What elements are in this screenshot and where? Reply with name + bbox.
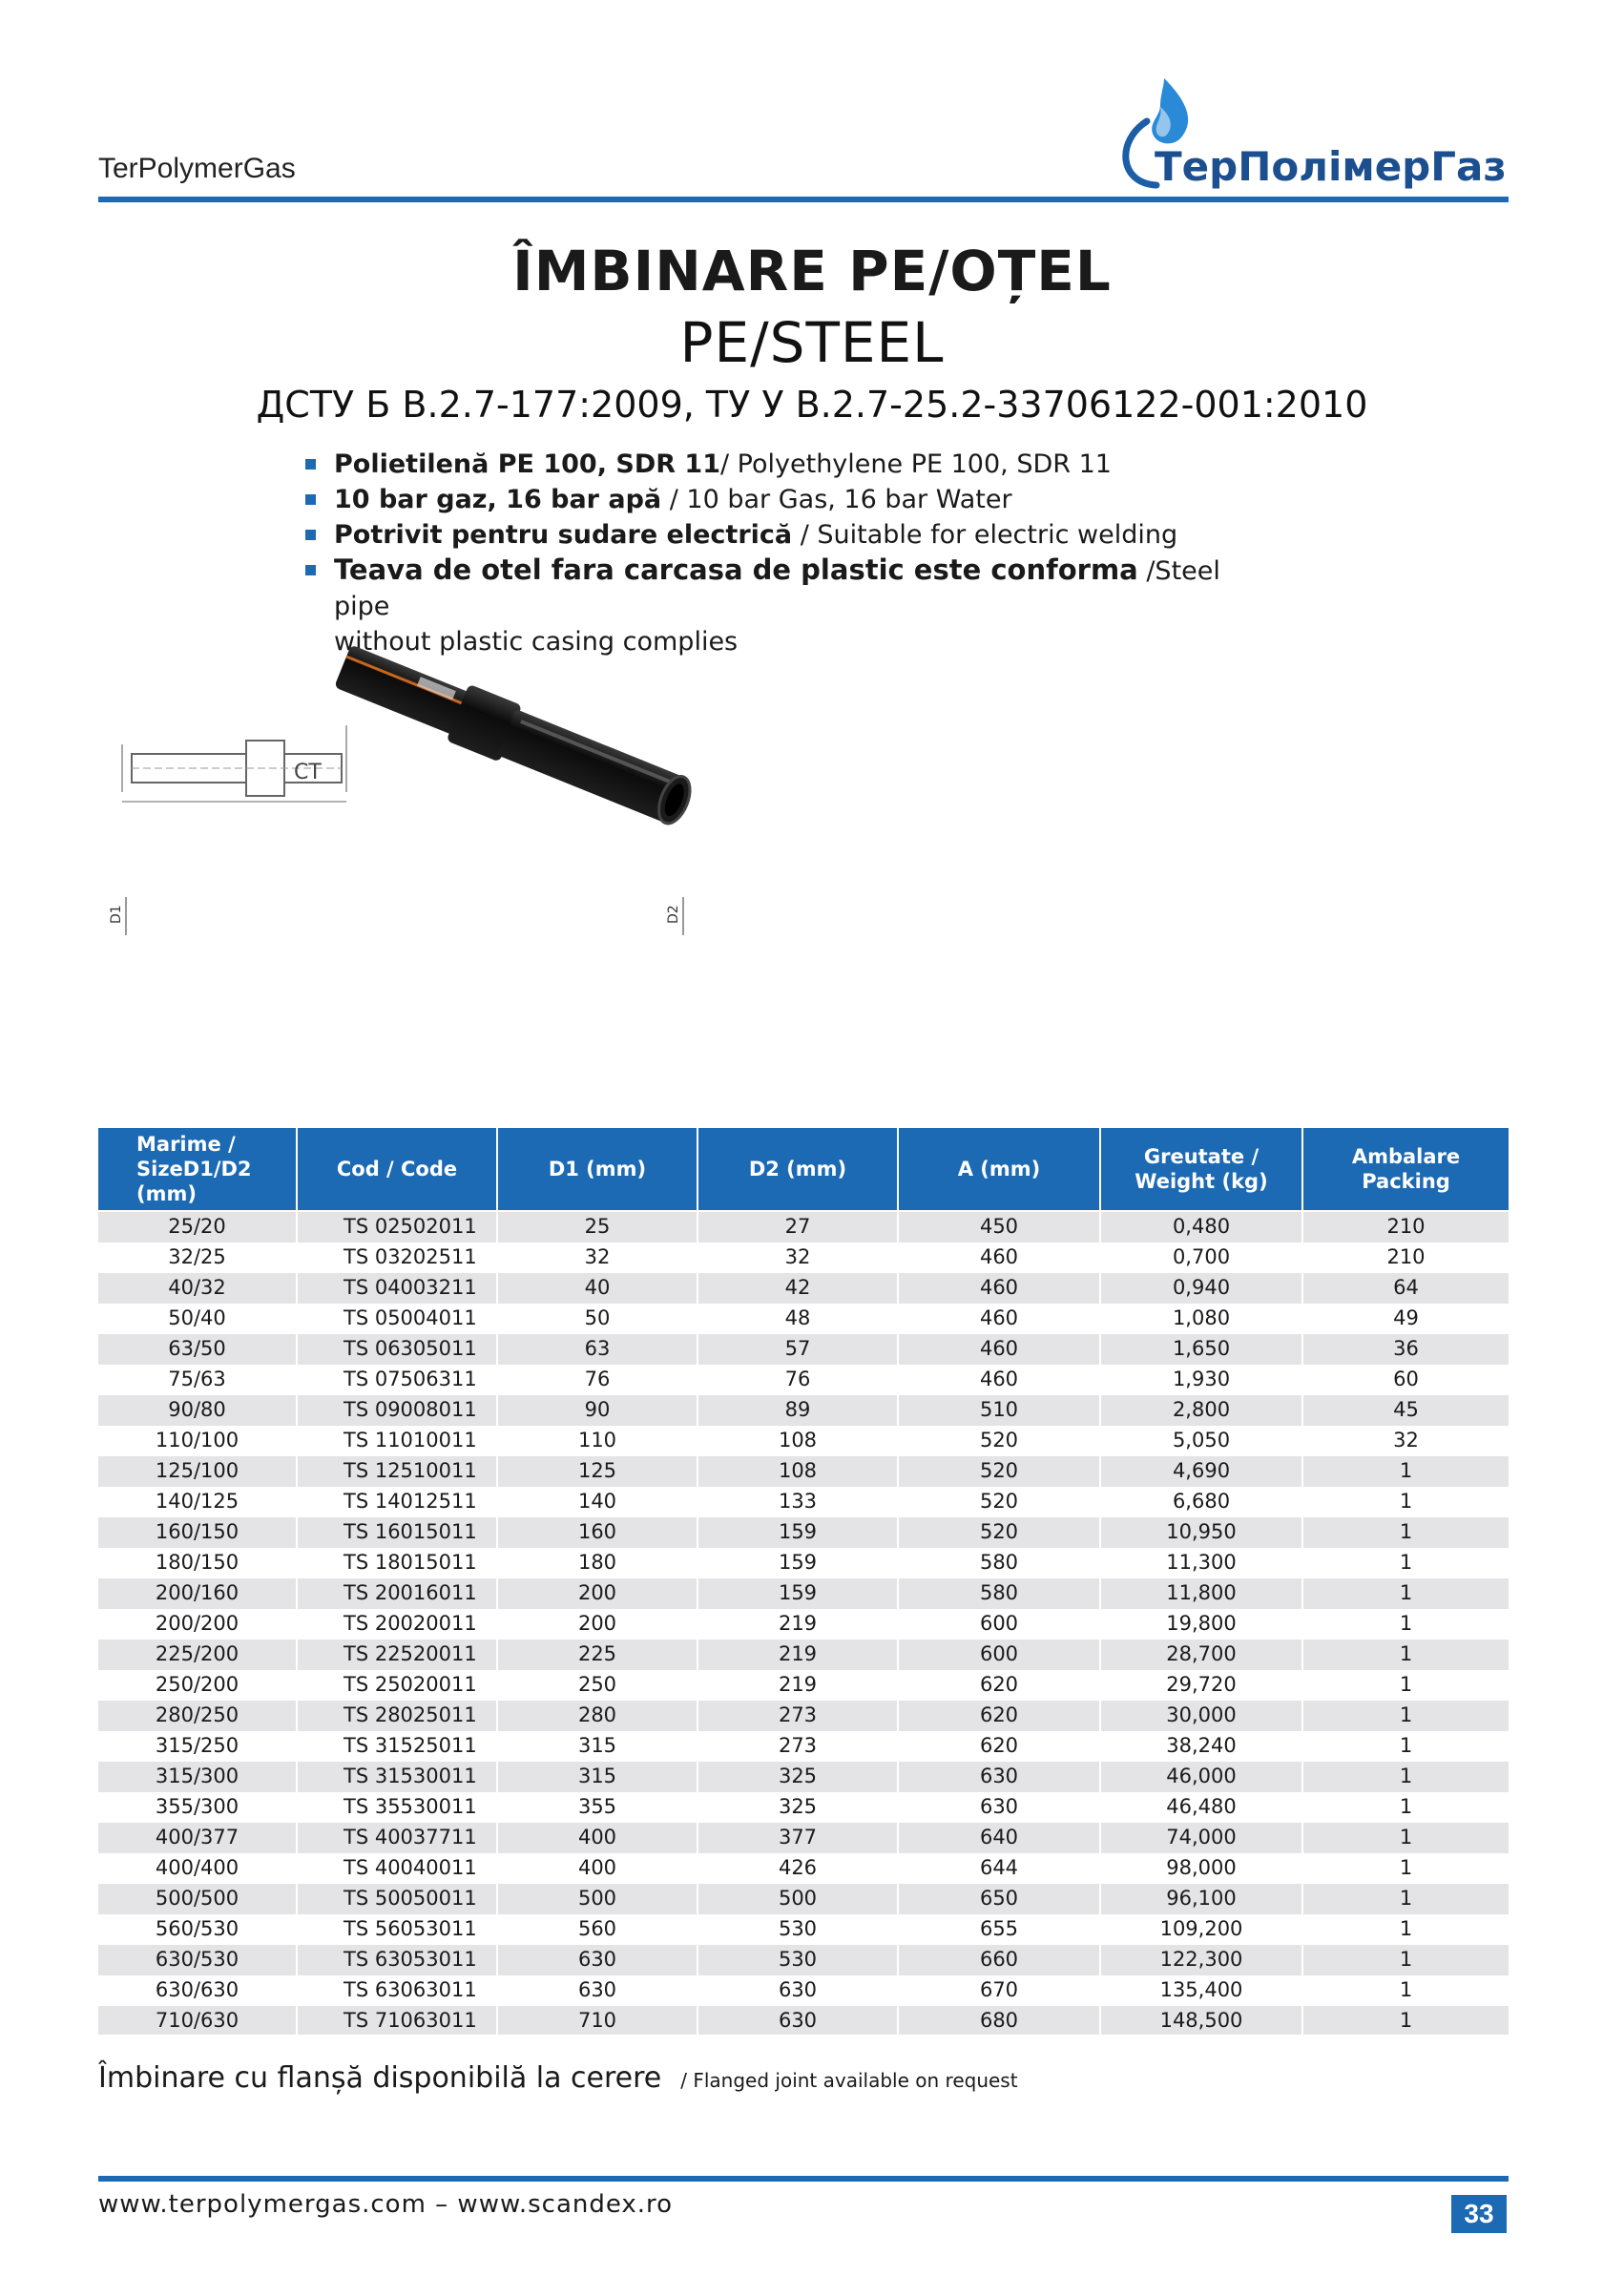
table-row (98, 1242, 1509, 1272)
table-cell: 32 (497, 1242, 697, 1272)
table-cell: 630/630 (98, 1974, 297, 2005)
table-row (98, 1333, 1509, 1364)
table-cell: 219 (697, 1608, 898, 1639)
table-cell: TS 35530011 (297, 1791, 497, 1822)
table-cell: 710 (497, 2005, 697, 2035)
table-cell: 1 (1302, 1883, 1509, 1913)
table-cell: 160/150 (98, 1516, 297, 1547)
table-cell: 510 (898, 1394, 1100, 1425)
table-cell: 28,700 (1100, 1639, 1302, 1669)
table-cell: 520 (898, 1425, 1100, 1455)
feature-normal-line2: without plastic casing complies (334, 627, 739, 657)
table-cell: TS 63063011 (297, 1974, 497, 2005)
table-cell: 76 (697, 1364, 898, 1394)
table-row (98, 1547, 1509, 1577)
table-cell: 600 (898, 1639, 1100, 1669)
table-row (98, 1639, 1509, 1669)
table-cell: 460 (898, 1242, 1100, 1272)
table-header-cell: Marime / SizeD1/D2 (mm) (98, 1128, 297, 1211)
table-cell: TS 56053011 (297, 1913, 497, 1944)
table-cell: 1 (1302, 1577, 1509, 1608)
table-cell: 148,500 (1100, 2005, 1302, 2035)
table-cell: TS 22520011 (297, 1639, 497, 1669)
table-row (98, 1486, 1509, 1516)
table-header-cell: A (mm) (898, 1128, 1100, 1211)
table-cell: 40/32 (98, 1272, 297, 1303)
feature-normal: / 10 bar Gas, 16 bar Water (661, 485, 1012, 514)
table-cell: 2,800 (1100, 1394, 1302, 1425)
table-cell: TS 20016011 (297, 1577, 497, 1608)
table-cell: 64 (1302, 1272, 1509, 1303)
table-cell: 250/200 (98, 1669, 297, 1700)
table-cell: TS 31530011 (297, 1761, 497, 1791)
footnote-main: Îmbinare cu flanșă disponibilă la cerere (98, 2061, 662, 2095)
table-cell: 135,400 (1100, 1974, 1302, 2005)
table-cell: 1,930 (1100, 1364, 1302, 1394)
table-cell: 400 (497, 1852, 697, 1883)
table-cell: 680 (898, 2005, 1100, 2035)
table-cell: 280 (497, 1700, 697, 1730)
table-cell: 159 (697, 1577, 898, 1608)
table-cell: 460 (898, 1272, 1100, 1303)
table-cell: TS 16015011 (297, 1516, 497, 1547)
table-cell: 89 (697, 1394, 898, 1425)
page-subtitle: PE/STEEL (679, 310, 945, 375)
table-cell: TS 31525011 (297, 1730, 497, 1761)
table-cell: 655 (898, 1913, 1100, 1944)
header-rule (98, 197, 1509, 202)
table-cell: 560 (497, 1913, 697, 1944)
feature-normal: / Polyethylene PE 100, SDR 11 (720, 449, 1112, 479)
table-cell: 1 (1302, 1944, 1509, 1974)
table-cell: 159 (697, 1547, 898, 1577)
table-cell: 400/377 (98, 1822, 297, 1852)
table-cell: 159 (697, 1516, 898, 1547)
feature-normal: /Steel pipe (334, 556, 1220, 621)
footer-links: www.terpolymergas.com – www.scandex.ro (98, 2190, 674, 2219)
table-cell: 133 (697, 1486, 898, 1516)
feature-bold: 10 bar gaz, 16 bar apă (334, 485, 662, 514)
table-cell: TS 63053011 (297, 1944, 497, 1974)
table-row (98, 1761, 1509, 1791)
table-cell: 42 (697, 1272, 898, 1303)
table-cell: 1 (1302, 2005, 1509, 2035)
table-cell: 560/530 (98, 1913, 297, 1944)
bullet-icon (305, 530, 316, 540)
table-cell: 315 (497, 1730, 697, 1761)
table-cell: 273 (697, 1730, 898, 1761)
table-cell: 644 (898, 1852, 1100, 1883)
table-cell: 450 (898, 1211, 1100, 1242)
table-cell: 225 (497, 1639, 697, 1669)
table-cell: 460 (898, 1303, 1100, 1333)
table-cell: TS 14012511 (297, 1486, 497, 1516)
table-cell: 520 (898, 1516, 1100, 1547)
table-cell: 48 (697, 1303, 898, 1333)
table-cell: TS 25020011 (297, 1669, 497, 1700)
table-row (98, 1455, 1509, 1486)
table-row (98, 1883, 1509, 1913)
table-cell: 29,720 (1100, 1669, 1302, 1700)
table-cell: TS 07506311 (297, 1364, 497, 1394)
table-cell: 225/200 (98, 1639, 297, 1669)
table-cell: TS 02502011 (297, 1211, 497, 1242)
table-row (98, 1974, 1509, 2005)
bullet-icon (305, 565, 316, 575)
table-cell: TS 03202511 (297, 1242, 497, 1272)
table-cell: 630 (898, 1761, 1100, 1791)
table-cell: 10,950 (1100, 1516, 1302, 1547)
table-cell: 45 (1302, 1394, 1509, 1425)
table-cell: 630 (497, 1974, 697, 2005)
table-cell: 1 (1302, 1669, 1509, 1700)
table-cell: 4,690 (1100, 1455, 1302, 1486)
table-cell: 109,200 (1100, 1913, 1302, 1944)
footnote (98, 2061, 1018, 2095)
table-cell: 63 (497, 1333, 697, 1364)
table-row (98, 1516, 1509, 1547)
table-cell: 325 (697, 1791, 898, 1822)
table-cell: 110/100 (98, 1425, 297, 1455)
bullet-icon (305, 459, 316, 470)
table-cell: 96,100 (1100, 1883, 1302, 1913)
table-cell: 25/20 (98, 1211, 297, 1242)
table-row (98, 1852, 1509, 1883)
technical-drawing (109, 725, 733, 935)
table-cell: 1 (1302, 1852, 1509, 1883)
table-cell: TS 12510011 (297, 1455, 497, 1486)
table-cell: 670 (898, 1974, 1100, 2005)
table-header-cell: Ambalare Packing (1302, 1128, 1509, 1211)
table-cell: 0,700 (1100, 1242, 1302, 1272)
bullet-icon (305, 494, 316, 505)
table-cell: 0,480 (1100, 1211, 1302, 1242)
table-row (98, 2005, 1509, 2035)
table-cell: 1 (1302, 1608, 1509, 1639)
feature-item (305, 517, 1260, 553)
table-cell: 500/500 (98, 1883, 297, 1913)
table-cell: 125/100 (98, 1455, 297, 1486)
table-cell: 1 (1302, 1822, 1509, 1852)
table-cell: 273 (697, 1700, 898, 1730)
table-cell: TS 40040011 (297, 1852, 497, 1883)
page-title: ÎMBINARE PE/OȚEL (512, 239, 1112, 303)
table-header-cell: Cod / Code (297, 1128, 497, 1211)
table-row (98, 1913, 1509, 1944)
table-row (98, 1944, 1509, 1974)
table-cell: 30,000 (1100, 1700, 1302, 1730)
table-cell: 1 (1302, 1791, 1509, 1822)
table-cell: 49 (1302, 1303, 1509, 1333)
table-cell: 620 (898, 1700, 1100, 1730)
feature-bold: Potrivit pentru sudare electrică (334, 520, 793, 550)
table-cell: 108 (697, 1425, 898, 1455)
table-cell: 250 (497, 1669, 697, 1700)
spec-table (98, 1128, 1509, 2035)
logo-text: ТерПолімерГаз (1155, 143, 1507, 190)
table-row (98, 1425, 1509, 1455)
feature-item (305, 447, 1260, 482)
table-row (98, 1272, 1509, 1303)
table-cell: 400/400 (98, 1852, 297, 1883)
table-cell: 640 (898, 1822, 1100, 1852)
table-cell: 140/125 (98, 1486, 297, 1516)
table-cell: 46,480 (1100, 1791, 1302, 1822)
table-cell: 520 (898, 1455, 1100, 1486)
feature-item (305, 482, 1260, 517)
table-cell: 1 (1302, 1761, 1509, 1791)
table-cell: 11,300 (1100, 1547, 1302, 1577)
table-cell: 36 (1302, 1333, 1509, 1364)
table-row (98, 1608, 1509, 1639)
table-cell: 219 (697, 1669, 898, 1700)
table-cell: 630 (497, 1944, 697, 1974)
table-cell: 1,080 (1100, 1303, 1302, 1333)
table-row (98, 1211, 1509, 1242)
table-cell: 108 (697, 1455, 898, 1486)
table-cell: 50/40 (98, 1303, 297, 1333)
table-cell: 11,800 (1100, 1577, 1302, 1608)
table-cell: 25 (497, 1211, 697, 1242)
feature-item (305, 553, 1260, 659)
table-cell: 210 (1302, 1211, 1509, 1242)
table-cell: 1 (1302, 1730, 1509, 1761)
table-cell: 40 (497, 1272, 697, 1303)
table-cell: 32 (1302, 1425, 1509, 1455)
table-cell: 500 (497, 1883, 697, 1913)
table-cell: 5,050 (1100, 1425, 1302, 1455)
table-cell: 1 (1302, 1913, 1509, 1944)
table-cell: 19,800 (1100, 1608, 1302, 1639)
table-cell: 1 (1302, 1455, 1509, 1486)
table-cell: 200 (497, 1608, 697, 1639)
table-row (98, 1700, 1509, 1730)
table-cell: 75/63 (98, 1364, 297, 1394)
company-logo (1097, 78, 1508, 193)
table-cell: 315/300 (98, 1761, 297, 1791)
drawing-label-d1: D1 (109, 905, 124, 924)
table-cell: TS 11010011 (297, 1425, 497, 1455)
table-cell: 580 (898, 1577, 1100, 1608)
table-cell: TS 28025011 (297, 1700, 497, 1730)
table-row (98, 1303, 1509, 1333)
table-cell: TS 40037711 (297, 1822, 497, 1852)
table-cell: 90/80 (98, 1394, 297, 1425)
table-cell: 90 (497, 1394, 697, 1425)
footnote-small: / Flanged joint available on request (680, 2069, 1018, 2092)
table-cell: 1,650 (1100, 1333, 1302, 1364)
table-cell: 160 (497, 1516, 697, 1547)
table-row (98, 1364, 1509, 1394)
table-cell: 32 (697, 1242, 898, 1272)
table-cell: 0,940 (1100, 1272, 1302, 1303)
table-cell: 200/160 (98, 1577, 297, 1608)
table-cell: 122,300 (1100, 1944, 1302, 1974)
table-cell: 27 (697, 1211, 898, 1242)
table-cell: 650 (898, 1883, 1100, 1913)
table-cell: 660 (898, 1944, 1100, 1974)
table-cell: 630 (697, 2005, 898, 2035)
table-cell: 520 (898, 1486, 1100, 1516)
table-cell: 600 (898, 1608, 1100, 1639)
table-cell: 38,240 (1100, 1730, 1302, 1761)
table-cell: 315 (497, 1761, 697, 1791)
feature-bold: Polietilenă PE 100, SDR 11 (334, 449, 720, 479)
table-cell: TS 04003211 (297, 1272, 497, 1303)
table-row (98, 1822, 1509, 1852)
table-body (98, 1211, 1509, 2035)
table-cell: 219 (697, 1639, 898, 1669)
drawing-label-d2: D2 (666, 905, 681, 924)
table-cell: 620 (898, 1669, 1100, 1700)
table-cell: 140 (497, 1486, 697, 1516)
feature-list (305, 447, 1260, 659)
table-row (98, 1577, 1509, 1608)
table-cell: 60 (1302, 1364, 1509, 1394)
table-cell: 76 (497, 1364, 697, 1394)
table-header-cell: D1 (mm) (497, 1128, 697, 1211)
brand-text: TerPolymerGas (98, 153, 296, 184)
table-cell: 580 (898, 1547, 1100, 1577)
table-cell: 530 (697, 1944, 898, 1974)
table-cell: 1 (1302, 1486, 1509, 1516)
table-row (98, 1791, 1509, 1822)
table-cell: TS 09008011 (297, 1394, 497, 1425)
table-header-row (98, 1128, 1509, 1211)
table-cell: 377 (697, 1822, 898, 1852)
table-cell: 1 (1302, 1700, 1509, 1730)
table-cell: 460 (898, 1333, 1100, 1364)
table-cell: 50 (497, 1303, 697, 1333)
table-cell: TS 18015011 (297, 1547, 497, 1577)
table-cell: 32/25 (98, 1242, 297, 1272)
table-cell: 630 (697, 1974, 898, 2005)
table-header-cell: D2 (mm) (697, 1128, 898, 1211)
table-cell: 1 (1302, 1639, 1509, 1669)
table-cell: 630 (898, 1791, 1100, 1822)
table-cell: 500 (697, 1883, 898, 1913)
table-cell: 125 (497, 1455, 697, 1486)
table-cell: 110 (497, 1425, 697, 1455)
table-cell: TS 50050011 (297, 1883, 497, 1913)
page-number: 33 (1451, 2195, 1507, 2233)
table-cell: 620 (898, 1730, 1100, 1761)
table-cell: 355/300 (98, 1791, 297, 1822)
table-cell: 1 (1302, 1974, 1509, 2005)
table-cell: 280/250 (98, 1700, 297, 1730)
table-cell: TS 05004011 (297, 1303, 497, 1333)
table-cell: 710/630 (98, 2005, 297, 2035)
table-cell: TS 20020011 (297, 1608, 497, 1639)
table-cell: 200 (497, 1577, 697, 1608)
table-cell: 460 (898, 1364, 1100, 1394)
table-row (98, 1730, 1509, 1761)
table-cell: 180/150 (98, 1547, 297, 1577)
table-cell: 1 (1302, 1516, 1509, 1547)
table-cell: 325 (697, 1761, 898, 1791)
feature-bold: Teava de otel fara carcasa de plastic este conforma (334, 554, 1138, 586)
table-cell: TS 71063011 (297, 2005, 497, 2035)
table-cell: 98,000 (1100, 1852, 1302, 1883)
table-row (98, 1394, 1509, 1425)
table-cell: TS 06305011 (297, 1333, 497, 1364)
footer-rule (98, 2176, 1509, 2182)
table-cell: 74,000 (1100, 1822, 1302, 1852)
table-cell: 400 (497, 1822, 697, 1852)
table-cell: 315/250 (98, 1730, 297, 1761)
standard-reference: ДСТУ Б В.2.7-177:2009, ТУ У В.2.7-25.2-33706122-001:2010 (256, 384, 1368, 426)
table-cell: 426 (697, 1852, 898, 1883)
table-cell: 1 (1302, 1547, 1509, 1577)
flame-icon (1152, 78, 1188, 143)
table-cell: 63/50 (98, 1333, 297, 1364)
table-cell: 210 (1302, 1242, 1509, 1272)
table-cell: 6,680 (1100, 1486, 1302, 1516)
table-cell: 46,000 (1100, 1761, 1302, 1791)
table-header-cell: Greutate / Weight (kg) (1100, 1128, 1302, 1211)
table-cell: 180 (497, 1547, 697, 1577)
table-cell: 630/530 (98, 1944, 297, 1974)
table-row (98, 1669, 1509, 1700)
table-cell: 200/200 (98, 1608, 297, 1639)
table-cell: 57 (697, 1333, 898, 1364)
table-cell: 530 (697, 1913, 898, 1944)
drawing-label-ct: CT (294, 761, 322, 784)
feature-normal: / Suitable for electric welding (792, 520, 1178, 550)
table-cell: 355 (497, 1791, 697, 1822)
